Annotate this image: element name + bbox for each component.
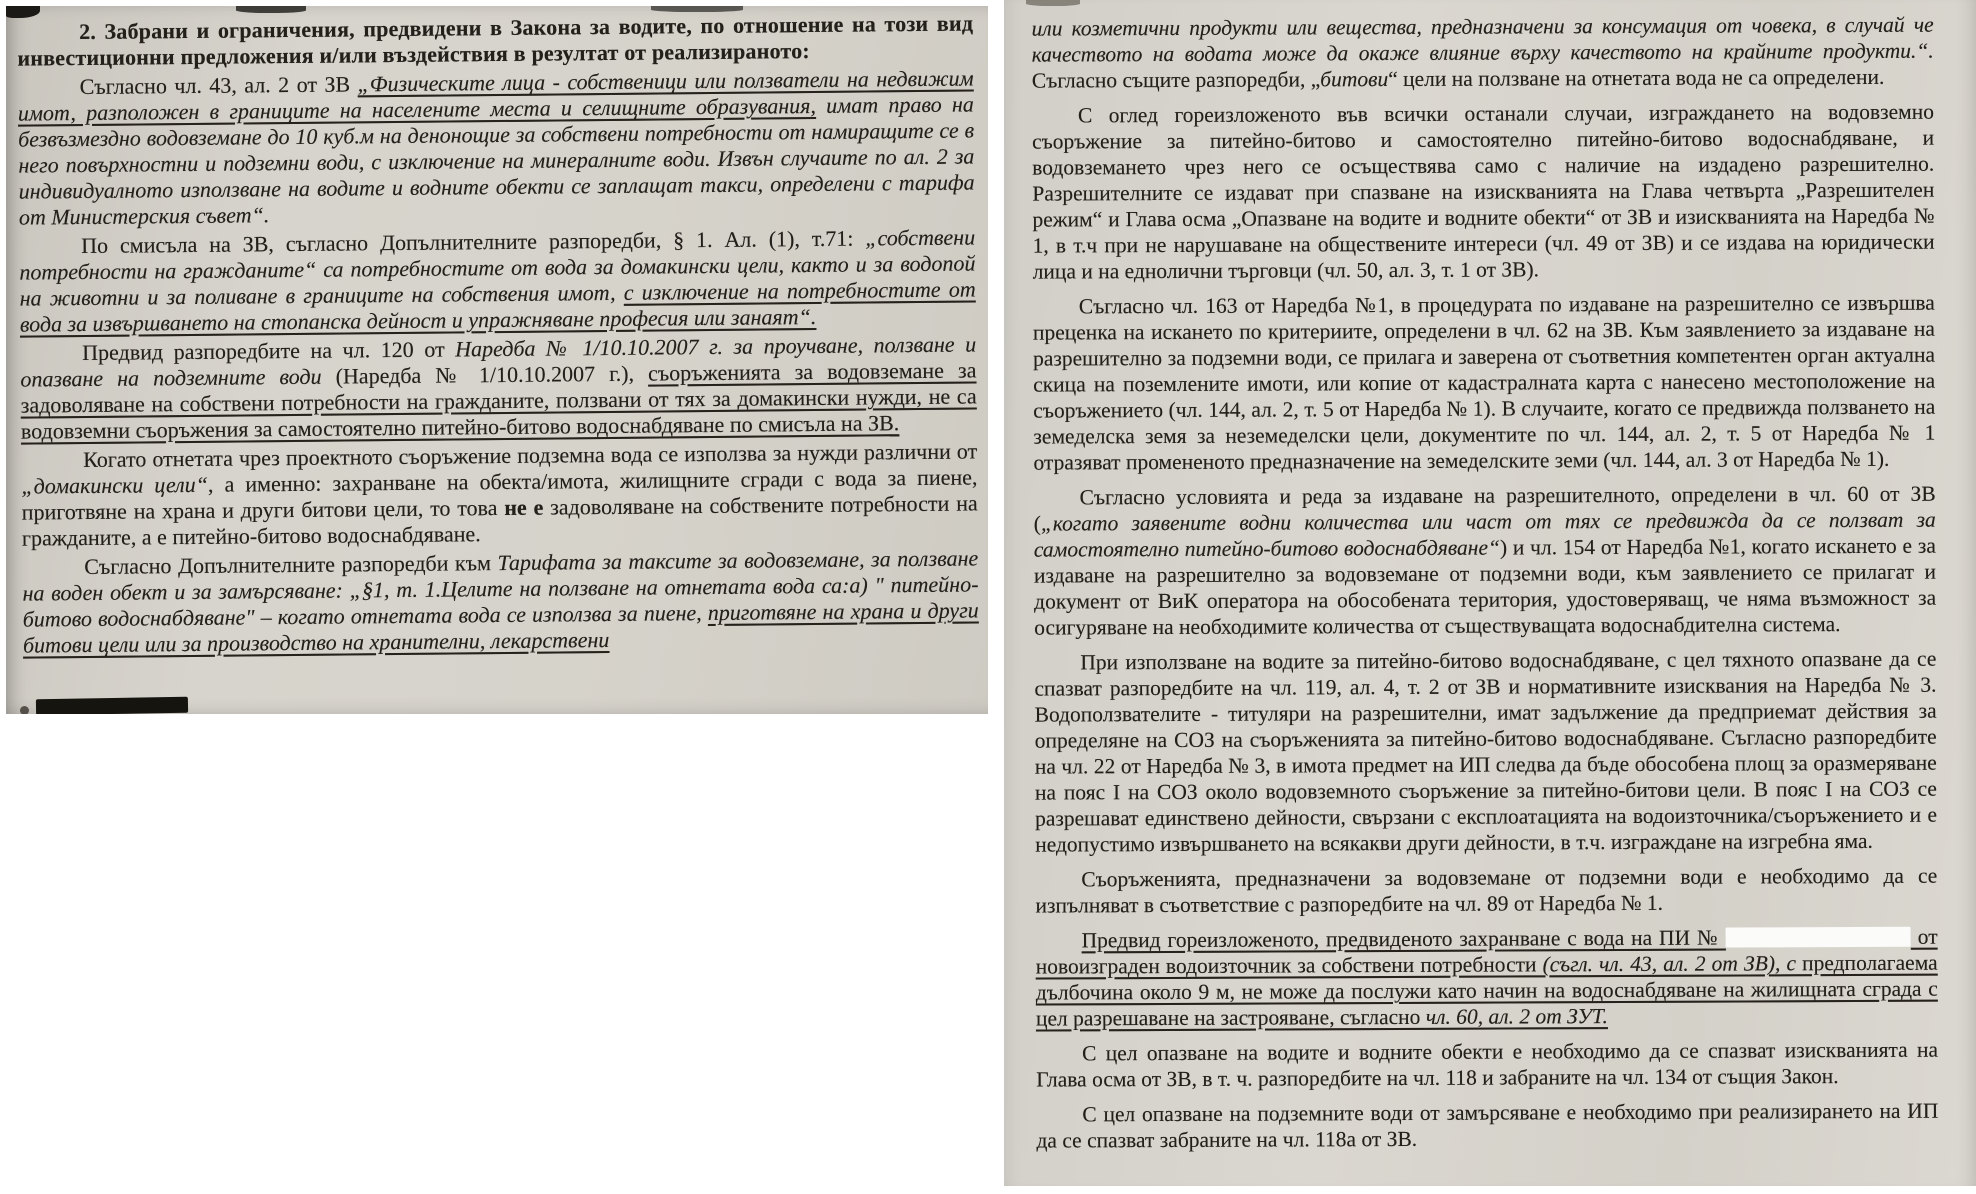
paragraph — [19, 224, 976, 337]
left-page-text — [6, 6, 988, 659]
text-run: „Физическите лица - собственици или ползватели на недвижим имот, разположен в границите на населените места и селищните образувания, — [17, 65, 974, 126]
text-run: Съгласно Допълнителните разпоредби към — [84, 550, 498, 580]
text-run: 2. Забрани и ограничения, предвидени в Закона за водите, по отношение на този вид инвестиционни предложения и/или въздействия в резултат от реализираното: — [17, 10, 974, 71]
text-run: , а именно: захранване на обекта/имота, жилищните сгради с вода за пиене, приготвяне на храна и други битови цели, то това — [21, 464, 978, 525]
text-run: Когато отнетата чрез проектното съоръжение подземна вода се използва за нужди различни от — [83, 438, 978, 473]
text-run: Съгласно чл. 43, ал. 2 от ЗВ — [79, 71, 358, 100]
paragraph — [20, 331, 977, 444]
paragraph — [1034, 646, 1937, 858]
text-run: чл. 60, ал. 2 от ЗУТ. — [1425, 1004, 1608, 1029]
text-run: приготвяне на храна и други битови цели или за производство на хранителни, лекарствени — [22, 597, 979, 658]
text-run: Съгласно условията и реда за издаване на разрешителното, определени в чл. 60 от ЗВ ( — [1033, 481, 1936, 536]
text-run: Тарифата за таксите за водовземане, за ползване на воден обект и за замърсяване: „§1, т. 1.Целите на ползване на отнетата вода са:а) " питейно-битово водоснабдяване" – когато отнетата вода се използва за пиене, — [22, 545, 979, 632]
paragraph — [1033, 290, 1936, 476]
paragraph — [1035, 863, 1937, 919]
paragraph — [1034, 481, 1937, 641]
text-run: не е — [504, 494, 544, 520]
text-run: Съгласно чл. 163 от Наредба №1, в процедурата по издаване на разрешително се извършва преценка на искането по критериите, определени в чл. 62 на ЗВ. Към заявлението за издаване на разрешително за подземни води, се прилага и заверена от съответния компетентен орган актуална скица на поземлените имоти, или копие от кадастралната карта с нанесено местоположение на съоръжението (чл. 144, ал. 2, т. 5 от Наредба № 1). В случаите, когато се предвижда ползването на земеделска земя за неземеделски цели, документите по чл. 144, ал. 2, т. 5 от Наредба № 1 отразяват промененото предназначение на земеделските земи (чл. 144, ал. 3 от Наредба № 1). — [1032, 290, 1936, 475]
text-run: (Наредба № 1/10.10.2007 г.), — [321, 360, 649, 389]
text-run: С цел опазване на водите и водните обекти е необходимо да се спазват изискванията на Глава осма от ЗВ, в т. ч. разпоредбите на чл. 118 и забраните на чл. 134 от същия Закон. — [1036, 1037, 1939, 1092]
text-run: „домакински цели“ — [21, 471, 209, 499]
cut-off-line-artifact — [36, 697, 188, 714]
section-heading — [17, 10, 973, 71]
paragraph — [1032, 99, 1935, 285]
text-run: Съоръженията, предназначени за водовземане от подземни води е необходимо да се изпълняват в съответствие с разпоредбите на чл. 89 от Наредба № 1. — [1035, 863, 1938, 918]
text-run: “ цели на ползване на отнетата вода не са определени. — [1388, 64, 1885, 92]
paragraph — [1036, 924, 1938, 1032]
text-run: С оглед гореизложеното във всички останали случаи, изграждането на водовземно съоръжение за питейно-битово и самостоятелно питейно-битово водоснабдяване, и водовземането чрез него се осъществява само с наличие на издадено разрешително. Разрешителните се издават при спазване на изискванията на Глава четвърта „Разрешителен режим“ и Глава осма „Опазване на водите и водните обекти“ от ЗВ и изискванията на Наредба № 1, в т.ч при не нарушаване на обществените интереси (чл. 49 от ЗВ) и се издава на юридически лица и на еднолични търговци (чл. 50, ал. 3, т. 1 от ЗВ). — [1032, 99, 1935, 284]
text-run: Предвид гореизложеното, предвиденото захранване с вода на ПИ № — [1081, 925, 1726, 953]
text-run: Съгласно същите разпоредби, „ — [1031, 67, 1321, 93]
left-page-scan — [6, 6, 988, 714]
right-page-scan — [1004, 0, 1976, 1186]
paragraph — [18, 65, 975, 230]
text-run: Предвид разпоредбите на чл. 120 от — [82, 336, 456, 366]
text-run: При използване на водите за питейно-битово водоснабдяване, с цел тяхното опазване да се спазват разпоредбите на чл. 119, ал. 4, т. 2 от ЗВ и нормативните изисквания на Наредба № 3. Водоползвателите - титуляри на разрешителни, имат задължение да предприемат действия за определяне на СОЗ на съоръженията за питейно-битово водоснабдяване. Съгласно разпоредбите на чл. 22 от Наредба № 3, в имота предмет на ИП следва да бъде обособена площ за оразмеряване на пояс I на СОЗ около водовземното съоръжение за питейно-битови цели. В пояс I на СОЗ се разрешават единствено дейности, свързани с експлоатацията на водоизточника/съоръжението и е недопустимо извършването на всякакви други дейности, в т.ч. изграждане на изгребна яма. — [1034, 646, 1938, 857]
text-run: или козметични продукти или вещества, предназначени за консумация от човека, в случай че качеството на водата може да окаже влияние върху качеството на крайните продукти.“. — [1031, 12, 1934, 67]
redaction-box — [1726, 927, 1911, 948]
text-run: ) и чл. 154 от Наредба №1, когато искането е за издаване на разрешително за водовземане от подземни води, към заявлението се прилагат и документ от ВиК оператора на обособената територия, удостоверяващ, че няма възможност за осигуряване на необходимите количества от съществуващата водоснабдителна система. — [1033, 533, 1937, 640]
text-run: предполагаема дълбочина около 9 м, не може да послужи като начин на водоснабдяване на жилищната сграда с цел разрешаване на застрояване, съгласно — [1035, 950, 1938, 1031]
paragraph — [21, 438, 978, 551]
text-run: С цел опазване на подземните води от замърсяване е необходимо при реализирането на ИП да се спазват забраните на чл. 118а от ЗВ. — [1036, 1098, 1939, 1153]
paragraph — [1032, 12, 1934, 94]
scan-artifact — [20, 706, 29, 714]
text-run: от новоизграден водоизточник за собствени потребности — [1035, 924, 1938, 979]
text-run: „когато заявените водни количества или част от тях се предвижда да се ползват за самостоятелно питейно-битово водоснабдяване“ — [1033, 507, 1936, 562]
text-run: По смисъла на ЗВ, съгласно Допълнителните разпоредби, § 1. Ал. (1), т.71: — [81, 225, 866, 259]
text-run: битови — [1320, 67, 1389, 92]
text-run: имат право на безвъзмездно водовземане до 10 куб.м на денонощие за собствени потребности от намиращите се в него повърхностни и подземни води, с изключение на минералните води. Извън случаите по ал. 2 за индивидуалното използване на водите и водните обекти се заплащат такси, определени с тарифа от Министерския съвет“. — [18, 91, 975, 230]
paragraph — [1036, 1098, 1938, 1154]
text-run: задоволяване на собствените потребности на гражданите, а е питейно-битово водоснабдяване. — [21, 490, 978, 551]
paragraph — [1036, 1037, 1938, 1093]
paragraph — [22, 545, 979, 658]
text-run: „собствени потребности на гражданите“ са потребностите от вода за домакински цели, както и за водопой на животни и за поливане в границите на собствения имот, — [19, 224, 976, 311]
right-page-text — [1004, 0, 1976, 1154]
text-run: с изключение на потребностите от вода за извършването на стопанска дейност и упражняване професия или занаят“. — [19, 276, 976, 337]
text-run: съоръженията за водовземане за задоволяване на собствени потребности на гражданите, ползвани от тях за домакински нужди, не са водовземни съоръжения за самостоятелно питейно-битово водоснабдяване по смисъла на ЗВ. — [20, 357, 977, 444]
text-run: (съгл. чл. 43, ал. 2 от ЗВ), с — [1542, 951, 1797, 977]
text-run: Наредба № 1/10.10.2007 г. за проучване, ползване и опазване на подземните води — [20, 331, 977, 392]
